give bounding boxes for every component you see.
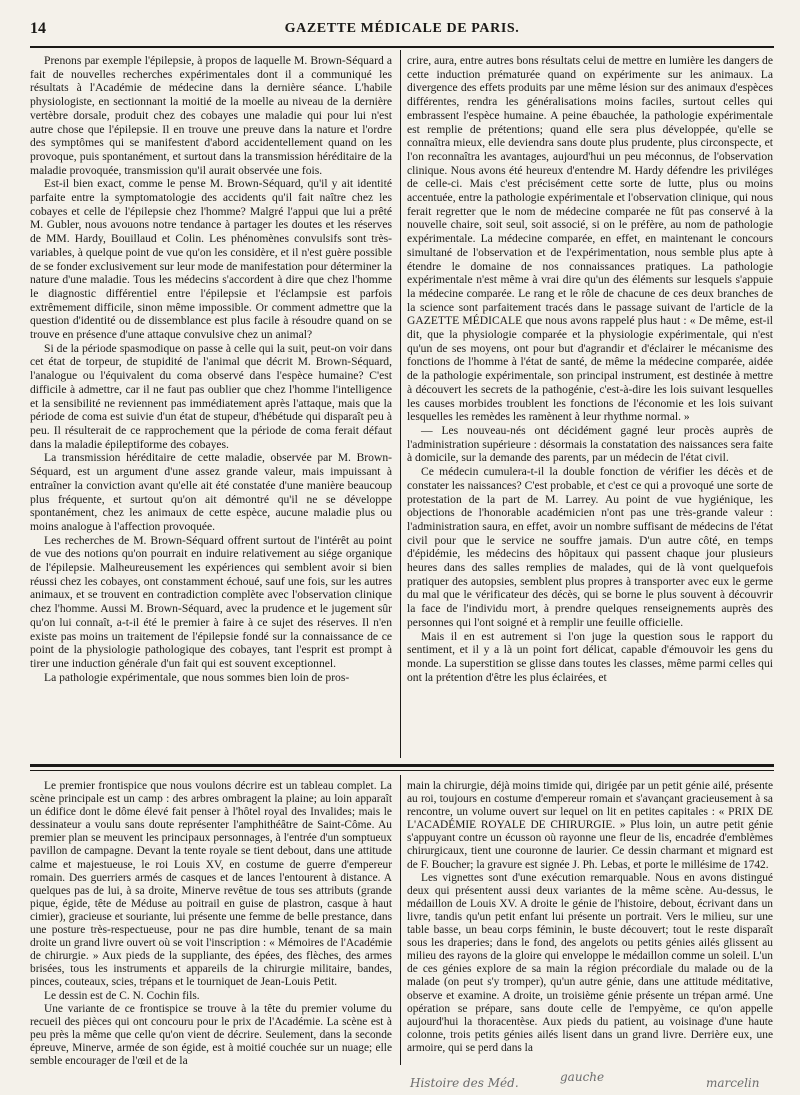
paragraph: Une variante de ce frontispice se trouve à la tête du premier volume du recueil des pièces qui ont concouru pour le prix de l'Académie. La scène est à peu près la même que celle qu'on vient de décrire. Seulement, dans la seconde épreuve, Minerve, armée de son égide, est à moitié couchée sur un nuage; elle semble encourager de l'œil et de la: [30, 1002, 392, 1066]
page-header: [30, 20, 774, 42]
paragraph: Le premier frontispice que nous voulons décrire est un tableau complet. La scène principale est un camp : des arbres ombragent la plaine; au loin apparaît un édifice dont le dôme élevé fait penser à l'hôtel royal des Invalides; mais le dessinateur a voulu sans doute représenter l'amphithéâtre de Saint-Côme. Au premier plan se meuvent les principaux personnages, à l'entrée d'un somptueux pavillon de campagne. Devant la tente royale se tient debout, dans une attitude calme et majestueuse, le roi Louis XV, en costume de guerre d'empereur romain. Des guerriers armés de casques et de lances l'entourent à distance. A quelques pas de lui, à sa droite, Minerve revêtue de tous ses attributs (grande pique, égide, tête de Méduse au poitrail en guise de plastron, casque à haut cimier), gracieuse et souriante, lui présente une femme de belle prestance, dans une posture très-respectueuse, pour ne pas dire humble, tenant de sa main droite un grand livre ouvert où se voit l'inscription : « Mémoires de l'Académie de chirurgie. » Aux pieds de la suppliante, des épées, des flèches, des armes brisées, tous les instruments et appareils de la chirurgie militaire, bandes, pinces, couteaux, scies, trépans et le tourniquet de Jean-Louis Petit.: [30, 780, 392, 989]
paragraph: Mais il en est autrement si l'on juge la question sous le rapport du sentiment, et il y a là un point fort délicat, capable d'émouvoir les gens du monde. La superstition se glisse dans toutes les classes, même parmi celles qui ont la prétention d'être les plus éclairées, et: [407, 629, 773, 684]
paragraph: Ce médecin cumulera-t-il la double fonction de vérifier les décès et de constater les naissances? C'est probable, et c'est ce qui a provoqué une sorte de protestation de la part de M. Larrey. Au point de vue hygiénique, les objections de l'honorable académicien n'ont pas une très-grande valeur : l'administration saura, en effet, avoir un nombre suffisant de médecins de l'état civil pour que le service ne souffre jamais. D'un autre côté, en temps d'épidémie, les médecins des hôpitaux qui passent chaque jour plusieurs heures dans des salles remplies de malades, qui de là vont quelquefois pratiquer des autopsies, semblent plus propres à transporter avec eux le germe du mal que le vérificateur des décès, qui se borne le plus souvent à découvrir la face de l'individu mort, à prendre quelques renseignements auprès des personnes qui l'ont soigné et à remplir une feuille officielle.: [407, 465, 773, 629]
feuilleton-separator: [30, 764, 774, 767]
paragraph: Si de la période spasmodique on passe à celle qui la suit, peut-on voir dans cet état de torpeur, de stupidité de l'animal que décrit M. Brown-Séquard, l'analogue ou l'équivalent du coma observé dans l'espèce humaine? C'est difficile à admettre, car il ne faut pas oublier que chez l'homme l'intelligence et la sensibilité ne reviennent pas immédiatement après l'attaque, mais que la période de coma est suivie d'un état de stupeur, d'hébétude qui disparaît peu à peu. Il résulterait de ce rapprochement que la période de coma ferait défaut dans la maladie épileptiforme des cobayes.: [30, 341, 392, 451]
header-rule: [30, 46, 774, 48]
paragraph: crire, aura, entre autres bons résultats celui de mettre en lumière les dangers de cette induction prématurée quand on expérimente sur les animaux. La divergence des effets produits par une même lésion sur des animaux d'espèces différentes, rendra les généralisations moins faciles, surtout celles qui embrassent l'espèce humaine. A peine ébauchée, la pathologie expérimentale est remplie de prétentions; quand elle sera plus développée, qu'elle se connaîtra mieux, elle deviendra sans doute plus prudente, plus circonspecte, et l'on reconnaîtra les avantages, aujourd'hui un peu méconnus, de l'observation clinique. Nous avons été heureux d'entendre M. Hardy défendre les priviléges de celle-ci. Mais c'est précisément cette sorte de lutte, plus ou moins accentuée, entre la pathologie expérimentale et l'observation clinique, qui nous ferait regretter que le nom de médecine comparée ne fût pas conservé à la nouvelle chaire, soit seul, soit associé, si on le préfère, au nom de pathologie expérimentale. La médecine comparée, en effet, en maintenant le concours simultané de l'observation et de l'expérimentation, nous semble plus apte à étendre le domaine de nos connaissances pratiques. La pathologie expérimentale n'est même à vrai dire qu'un des éléments sur lesquels s'appuie la médecine comparée. Le rang et le rôle de chacune de ces deux branches de la science sont parfaitement tracés dans le passage suivant de l'article de la GAZETTE MÉDICALE que nous avons rappelé plus haut : « De même, est-il dit, que la physiologie comparée et la physiologie expérimentale, qui n'est qu'un de ses moyens, ont pour but d'agrandir et d'éclairer le mécanisme des fonctions de l'homme à l'état de santé, de même la médecine comparée, aidée de la pathologie expérimentale, son principal instrument, est destinée à mettre à découvert les secrets de la pathogénie, c'est-à-dire les lois suivant lesquelles les causes morbides troublent les fonctions de l'économie et les lois suivant lesquelles les remèdes les ramènent à leur rhythme normal. »: [407, 54, 773, 424]
feuilleton-left-column: [30, 780, 392, 1066]
feuilleton-separator-thin: [30, 770, 774, 771]
pencil-annotation: gauche: [560, 1070, 605, 1084]
pencil-annotation: marcelin: [706, 1076, 760, 1090]
journal-title: GAZETTE MÉDICALE DE PARIS.: [284, 21, 520, 36]
article-right-column: [407, 54, 773, 758]
paragraph: La transmission héréditaire de cette maladie, observée par M. Brown-Séquard, est un argument d'une assez grande valeur, mais impuissant à entraîner la conviction avant qu'elle ait été constatée d'une manière beaucoup plus fréquente, et surtout qu'on ait démontré qu'il ne se développe spontanément, chez les animaux de cette espèce, aucune maladie plus ou moins analogue à l'affection provoquée.: [30, 451, 392, 533]
paragraph: La pathologie expérimentale, que nous sommes bien loin de pros-: [44, 670, 350, 684]
pencil-annotation: Histoire des Méd.: [410, 1076, 519, 1090]
paragraph: — Les nouveau-nés ont décidément gagné leur procès auprès de l'administration supérieure : désormais la constatation des naissances sera faite à domicile, sur la demande des parents, par un médecin de l'état civil.: [407, 423, 773, 465]
paragraph: Les vignettes sont d'une exécution remarquable. Nous en avons distingué deux qui présentent aussi deux variantes de la même scène. Au-dessus, le médaillon de Louis XV. A droite le génie de l'histoire, debout, écrivant dans un livre, tandis qu'un petit enfant lui présente un portrait. Vers le milieu, sur une table basse, un beau corps féminin, le buste découvert; tout le reste disparaît sous les draperies; dans le fond, des angelots ou petits génies ailés glissent au milieu des rayons de la gloire qui enveloppe le médaillon comme un soleil. L'un de ces génies explore de sa main la région précordiale du malade ou de la malade (on peut s'y tromper), qu'un autre génie, dans une attitude méditative, observe et examine. A droite, un troisième génie présente un trépan armé. Une opération se prépare, sans doute celle de l'empyème, ce qu'on appelle aujourd'hui la thoracentèse. Aux pieds du patient, au voisinage d'une haute colonne, trois petits génies ailés lisent dans un grand livre. Derrière eux, une armoire, qui se perd dans la: [407, 871, 773, 1054]
paragraph: Est-il bien exact, comme le pense M. Brown-Séquard, qu'il y ait identité parfaite entre la symptomatologie des accidents qu'il fait naître chez les cobayes et celle de l'épilepsie chez l'homme? Malgré l'appui que lui a prêté M. Gubler, nous avouons notre tendance à partager les doutes et les réserves de MM. Hardy, Bouillaud et Colin. Les phénomènes convulsifs sont très-variables, à quelque point de vue qu'on les considère, et il n'est guère possible de se fonder exclusivement sur leur mode de manifestation pour déterminer la nature d'une maladie. Tous les médecins s'accordent à dire que chez l'homme le diagnostic différentiel entre l'épilepsie et l'éclampsie est parfois extrêmement difficile, sinon même impossible. Or comment admettre que la question d'identité ou de dissemblance est plus facile à résoudre quand on se trouve en présence d'une attaque convulsive chez un animal?: [30, 177, 392, 342]
column-divider-bottom: [400, 775, 401, 1065]
feuilleton-right-column: [407, 780, 773, 1066]
page-number: 14: [30, 20, 46, 37]
paragraph: Le dessin est de C. N. Cochin fils.: [44, 989, 200, 1002]
article-left-column: [30, 54, 392, 758]
paragraph: Les recherches de M. Brown-Séquard offrent surtout de l'intérêt au point de vue des notions qu'on pourrait en induire relativement au siége organique de l'épilepsie. Malheureusement les expériences qui semblent avoir si bien réussi chez les cobayes, ont constamment échoué, sauf une fois, sur les autres animaux, et se trouvent en contradiction complète avec l'observation clinique chez l'homme. Aussi M. Brown-Séquard, avec la prudence et le jugement sûr qu'on lui connaît, a-t-il été le premier à faire à ce sujet des réserves. Il n'en existe pas moins un traitement de l'épilepsie fondé sur la connaissance de ce point de la physiologie pathologique des cobayes, tant l'esprit est prompt à tirer une induction générale d'un fait qui est souvent exceptionnel.: [30, 533, 392, 670]
paragraph: Prenons par exemple l'épilepsie, à propos de laquelle M. Brown-Séquard a fait de nouvelles recherches expérimentales dont il a communiqué les résultats à l'Académie de médecine dans la dernière séance. L'habile physiologiste, en sectionnant la moitié de la moelle au niveau de la dernière vertèbre dorsale, produit chez des cobayes une maladie qui pour lui n'est autre chose que l'épilepsie. Il en trouve une preuve dans la nature et l'ordre des symptômes qui se manifestent d'abord accidentellement quand on les provoque, puis spontanément, et surtout dans la transmission héréditaire de la maladie provoquée, transmission qu'il aurait observée une fois.: [30, 54, 392, 177]
column-divider-top: [400, 50, 401, 758]
paragraph: main la chirurgie, déjà moins timide qui, dirigée par un petit génie ailé, présente au roi, toujours en costume d'empereur romain et s'avançant gracieusement à sa rencontre, un volume ouvert sur lequel on lit en petites capitales : « PRIX DE L'ACADÉMIE ROYALE DE CHIRURGIE. » Plus loin, un autre petit génie s'appuyant contre un écusson où rayonne une fleur de lis, encadrée d'emblèmes chirurgicaux, tient une couronne de laurier. Ce dessin charmant et mignard est de F. Boucher; la gravure est signée J. Ph. Lebas, et porte le millésime de 1742.: [407, 780, 773, 871]
